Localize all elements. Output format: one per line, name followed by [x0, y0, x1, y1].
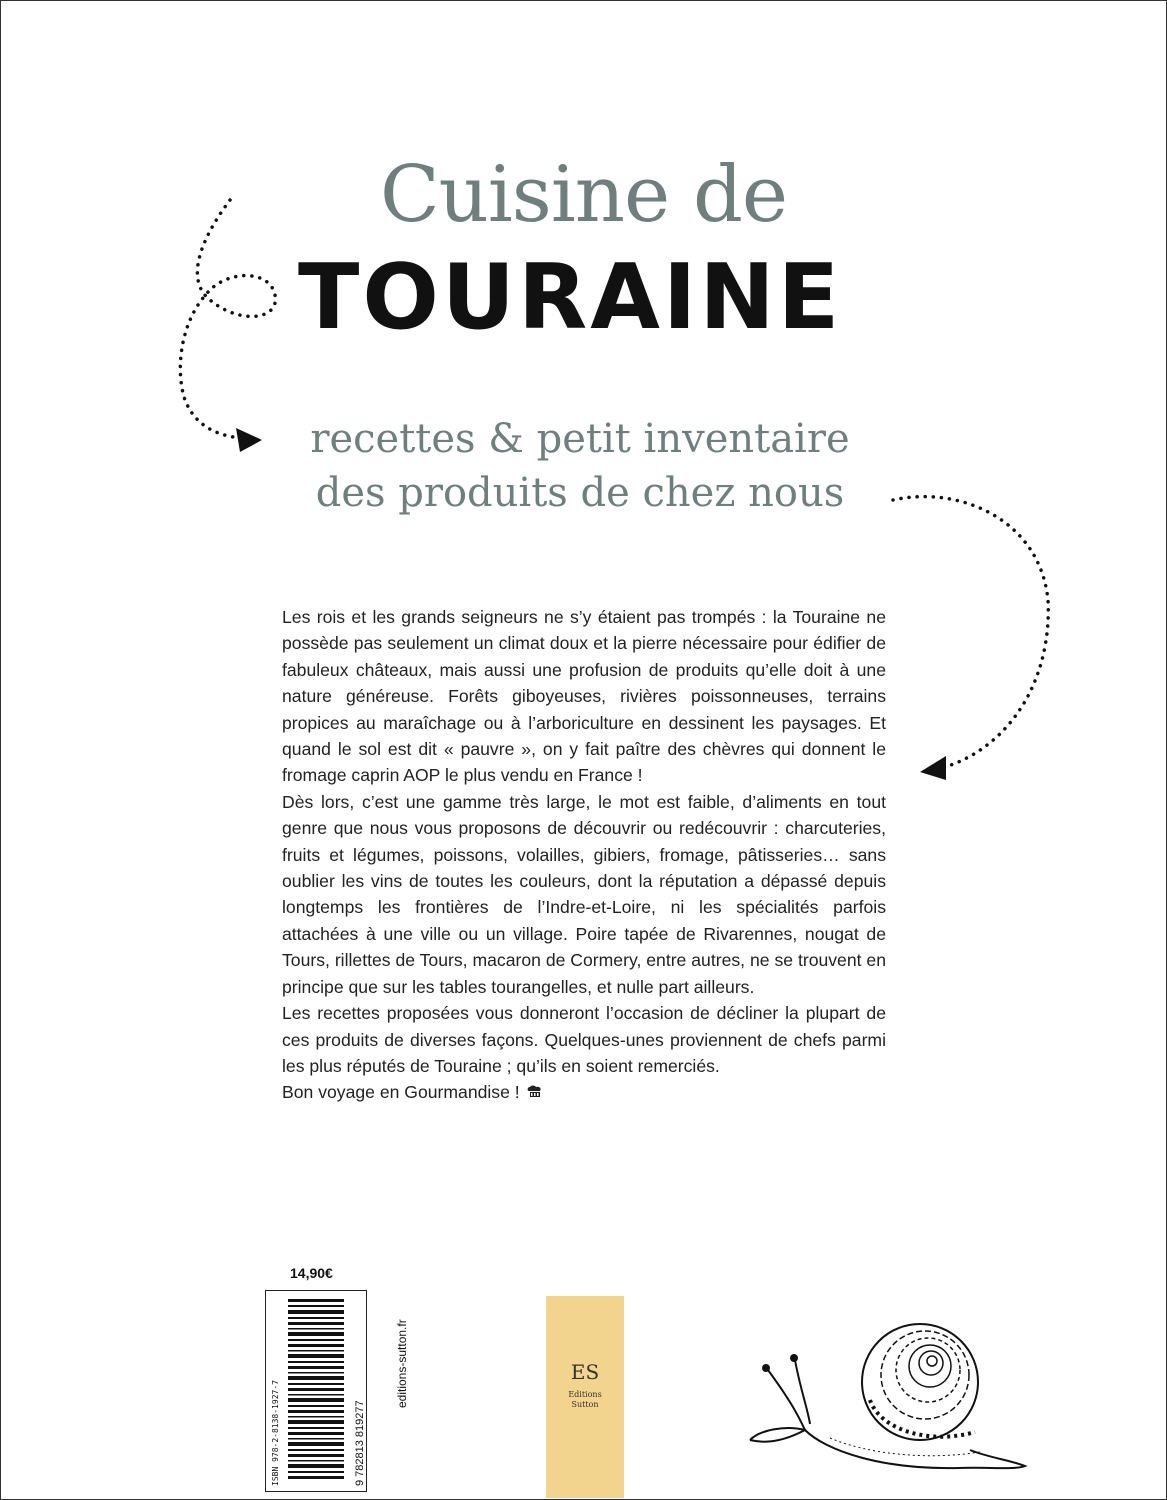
paragraph-2: Dès lors, c’est une gamme très large, le mot est faible, d’aliments en tout genre que nous vous proposons de découvrir ou redécouvrir : charcuteries, fruits et légumes, poissons, volailles, gibiers, fromage, pâtisseries… sans oublier les vins de toutes les couleurs, dont la réputation a dépassé depuis longtemps les frontières de l’Indre-et-Loire, ni les spécialités parfois attachées à une ville ou un village. Poire tapée de Rivarennes, nougat de Tours, rillettes de Tours, macaron de Cormery, entre autres, ne se trouvent en principe que sur les tables tourangelles, et nulle part ailleurs.: [282, 791, 886, 997]
publisher-name-line-1: Editions: [568, 1390, 602, 1399]
website-label: [390, 1290, 414, 1490]
isbn-text: ISBN 978-2-8138-1927-7: [271, 1380, 280, 1486]
publisher-monogram: ES: [570, 1360, 600, 1384]
subtitle-line-1: recettes & petit inventaire: [310, 416, 850, 462]
back-cover-text: [282, 604, 886, 1107]
price: 14,90€: [290, 1265, 333, 1281]
chef-hat-icon: [526, 1080, 544, 1106]
paragraph-1: Les rois et les grands seigneurs ne s’y étaient pas trompés : la Touraine ne possède pas seulement un climat doux et la pierre nécessaire pour édifier de fabuleux châteaux, mais aussi une profusion de produits qu’elle doit à une nature généreuse. Forêts giboyeuses, rivières poissonneuses, terrains propices au maraîchage ou à l’arboriculture en dessinent les paysages. Et quand le sol est dit « pauvre », on y fait paître des chèvres qui donnent le fromage caprin AOP le plus vendu en France !: [282, 607, 886, 786]
subtitle-line-2: des produits de chez nous: [315, 470, 845, 516]
barcode-digits-label: [352, 1290, 366, 1490]
publisher-name: [546, 1390, 624, 1410]
barcode-digits: 9 782813 819277: [354, 1400, 366, 1486]
title-line-2: TOURAINE: [298, 245, 843, 350]
snail-illustration-icon: [730, 1320, 1030, 1480]
paragraph-3: Les recettes proposées vous donneront l’occasion de décliner la plupart de ces produits de diverses façons. Quelques-unes proviennent de chefs parmi les plus réputés de Touraine ; qu’ils en soient remerciés.: [282, 1003, 886, 1076]
closing-line: Bon voyage en Gourmandise !: [282, 1082, 520, 1103]
publisher-name-line-2: Sutton: [571, 1400, 599, 1409]
website-url: editions-sutton.fr: [395, 1319, 409, 1408]
title-line-1: Cuisine de: [379, 150, 788, 240]
isbn-label: [268, 1290, 282, 1490]
subtitle: [270, 412, 890, 520]
publisher-logo: [546, 1296, 624, 1498]
paragraph-4: [282, 1079, 886, 1106]
